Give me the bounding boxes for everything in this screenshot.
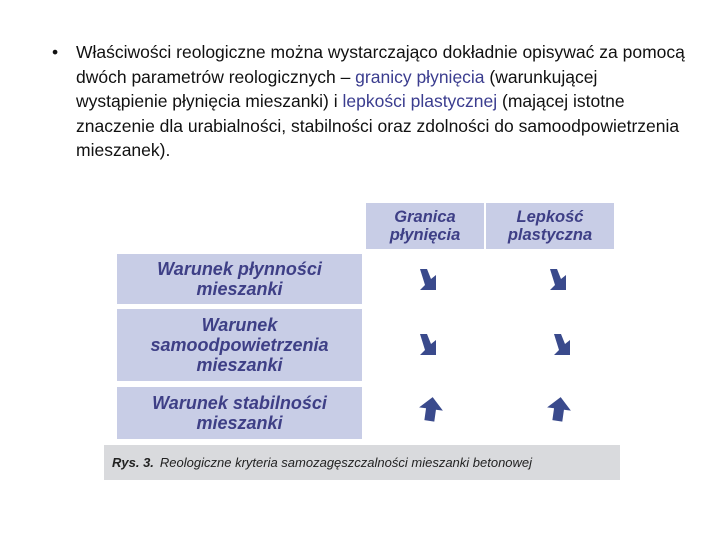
header-yield-stress: Granica płynięcia <box>366 203 484 249</box>
term-yield-stress: granicy płynięcia <box>355 66 485 87</box>
caption-text: Reologiczne kryteria samozagęszczalności mieszanki betonowej <box>159 455 533 470</box>
row-label-flowability: Warunek płynności mieszanki <box>117 254 362 304</box>
bullet-marker: • <box>52 42 59 62</box>
row-label-stability: Warunek stabilności mieszanki <box>117 387 362 439</box>
header-plastic-viscosity: Lepkość plastyczna <box>486 203 614 249</box>
arrow-down-icon <box>414 330 444 360</box>
arrow-up-icon <box>544 394 574 424</box>
bullet-text-part2: (warunkującej wystąpienie płynięcia mieszanki) i <box>76 66 598 111</box>
term-plastic-viscosity: lepkości plastycznej <box>342 91 498 111</box>
bullet-text <box>76 40 686 163</box>
rheology-figure <box>104 198 620 482</box>
caption-prefix: Rys. 3. <box>112 455 154 470</box>
bullet-text-part1: Właściwości reologiczne można wystarczająco dokładnie opisywać za pomocą dwóch parametrów reologicznych – <box>76 42 685 87</box>
arrow-up-icon <box>416 394 446 424</box>
row-label-self-deaeration: Warunek samoodpowietrzenia mieszanki <box>117 309 362 381</box>
arrow-down-icon <box>544 265 574 295</box>
figure-caption <box>104 445 620 480</box>
arrow-down-icon <box>548 330 578 360</box>
arrow-down-icon <box>414 265 444 295</box>
bullet-text-part3: (mającej istotne znaczenie dla urabialności, stabilności oraz zdolności do samoodpowietrzenia mieszanek). <box>76 91 680 160</box>
